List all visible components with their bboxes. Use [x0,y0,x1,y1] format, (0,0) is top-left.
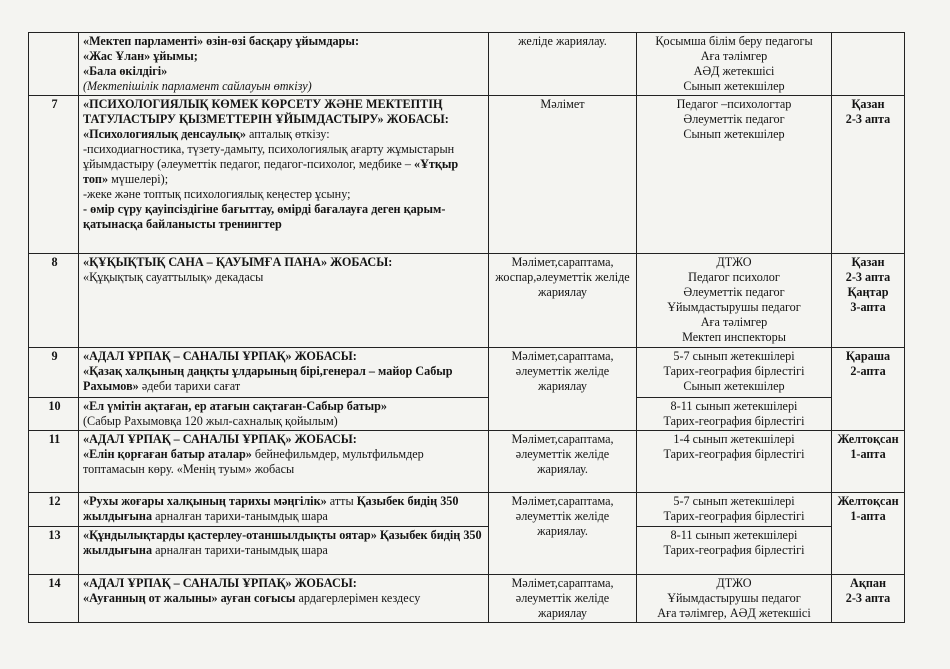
deadline-cell: Қазан 2-3 апта Қаңтар 3-апта [832,254,905,348]
table-row [29,527,905,575]
row-number: 11 [29,431,79,493]
form-cell: желіде жариялау. [489,33,637,96]
table-row [29,254,905,348]
row-number: 10 [29,398,79,431]
deadline-cell: Ақпан 2-3 апта [832,575,905,623]
responsible-cell: ДТЖО Ұйымдастырушы педагог Аға тәлімгер, АӘД жетекшісі [637,575,832,623]
responsible-cell: 5-7 сынып жетекшілері Тарих-география бірлестігі [637,493,832,527]
deadline-cell: Қараша 2-апта [832,348,905,431]
deadline-cell [832,33,905,96]
form-cell: Мәлімет,сараптама, әлеуметтік желіде жариялау [489,348,637,431]
responsible-cell: 5-7 сынып жетекшілері Тарих-география бірлестігі Сынып жетекшілер [637,348,832,398]
row-number: 13 [29,527,79,575]
event-cell: «АДАЛ ҰРПАҚ – САНАЛЫ ҰРПАҚ» ЖОБАСЫ: «Қазақ халқының даңқты ұлдарының бірі,генерал – майор Сабыр Рахымов» әдеби тарихи сағат [79,348,489,398]
table-row [29,431,905,493]
event-cell: «АДАЛ ҰРПАҚ – САНАЛЫ ҰРПАҚ» ЖОБАСЫ: «Ауғанның от жалыны» ауған соғысы ардагерлерімен кездесу [79,575,489,623]
event-cell: «ПСИХОЛОГИЯЛЫҚ КӨМЕК КӨРСЕТУ ЖӘНЕ МЕКТЕПТІҢ ТАТУЛАСТЫРУ ҚЫЗМЕТТЕРІН ҰЙЫМДАСТЫРУ» ЖОБАСЫ: «Психологиялық денсаулық» апталық өткізу: -психодиагностика, түзету-дамыту, психологиялық ағарту жұмыстарын ұйымдастыру (әлеуметтік педагог, педагог-психолог, медбике – «Ұтқыр топ» мүшелері); -жеке және топтық психологиялық кеңестер ұсыну; - өмір сүру қауіпсіздігіне бағыттау, өмірді бағалауға деген қарым-қатынасқа байланысты тренингтер [79,96,489,254]
table-row [29,398,905,431]
plan-table [28,32,905,623]
deadline-cell: Желтоқсан 1-апта [832,431,905,493]
row-number: 9 [29,348,79,398]
deadline-cell: Желтоқсан 1-апта [832,493,905,575]
responsible-cell: ДТЖО Педагог психолог Әлеуметтік педагог Ұйымдастырушы педагог Аға тәлімгер Мектеп инспекторы [637,254,832,348]
form-cell: Мәлімет,сараптама, әлеуметтік желіде жариялау. [489,431,637,493]
form-cell: Мәлімет,сараптама, әлеуметтік желіде жариялау [489,575,637,623]
form-cell: Мәлімет [489,96,637,254]
row-number [29,33,79,96]
event-cell: «Мектеп парламенті» өзін-өзі басқару ұйымдары: «Жас Ұлан» ұйымы; «Бала өкілдігі» (Мектепішілік парламент сайлауын өткізу) [79,33,489,96]
event-cell: «ҚҰҚЫҚТЫҚ САНА – ҚАУЫМҒА ПАНА» ЖОБАСЫ: «Құқықтық сауаттылық» декадасы [79,254,489,348]
event-cell: «Рухы жоғары халқының тарихы мәңгілік» атты Қазыбек бидің 350 жылдығына арналған тарихи-танымдық шара [79,493,489,527]
responsible-cell: 1-4 сынып жетекшілері Тарих-география бірлестігі [637,431,832,493]
responsible-cell: Қосымша білім беру педагогы Аға тәлімгер АӘД жетекшісі Сынып жетекшілер [637,33,832,96]
deadline-cell: Қазан 2-3 апта [832,96,905,254]
table-row [29,96,905,254]
form-cell: Мәлімет,сараптама, жоспар,әлеуметтік желіде жариялау [489,254,637,348]
responsible-cell: 8-11 сынып жетекшілері Тарих-география бірлестігі [637,398,832,431]
event-cell: «Ел үмітін ақтаған, ер атағын сақтаған-Сабыр батыр» (Сабыр Рахымовқа 120 жыл-сахналық қойылым) [79,398,489,431]
row-number: 8 [29,254,79,348]
table-row [29,33,905,96]
table-row [29,348,905,398]
row-number: 14 [29,575,79,623]
table-row [29,575,905,623]
row-number: 12 [29,493,79,527]
event-cell: «Құндылықтарды қастерлеу-отаншылдықты оятар» Қазыбек бидің 350 жылдығына арналған тарихи-танымдық шара [79,527,489,575]
event-cell: «АДАЛ ҰРПАҚ – САНАЛЫ ҰРПАҚ» ЖОБАСЫ: «Елін қорғаған батыр аталар» бейнефильмдер, мультфильмдер топтамасын көру. «Менің туым» жобасы [79,431,489,493]
responsible-cell: 8-11 сынып жетекшілері Тарих-география бірлестігі [637,527,832,575]
form-cell: Мәлімет,сараптама, әлеуметтік желіде жариялау. [489,493,637,575]
row-number: 7 [29,96,79,254]
responsible-cell: Педагог –психологтар Әлеуметтік педагог Сынып жетекшілер [637,96,832,254]
table-row [29,493,905,527]
